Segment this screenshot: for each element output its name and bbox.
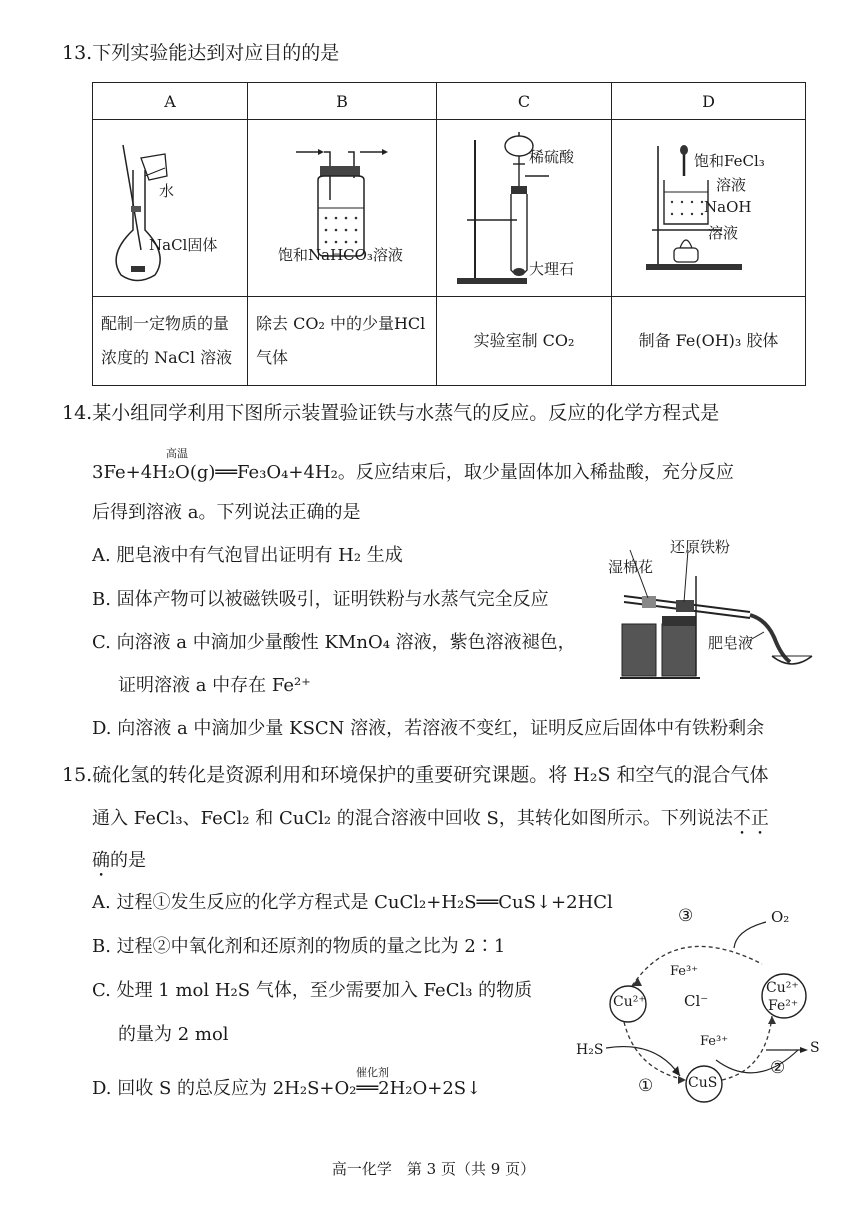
cycle-label-cu2-left: Cu²⁺ [613, 994, 646, 1010]
header-d: D [612, 83, 806, 120]
label-nacl: NaCl固体 [149, 236, 218, 254]
label-sulfuric-acid: 稀硫酸 [529, 148, 575, 166]
cycle-label-cl: Cl⁻ [684, 992, 709, 1010]
q14-eq-condition: 高温 [166, 447, 188, 460]
q15-d-condition: 催化剂 [356, 1066, 389, 1079]
q15-option-c-line1: C. 处理 1 mol H₂S 气体，至少需要加入 FeCl₃ 的物质 [92, 980, 533, 1001]
test-tube-setup-icon [437, 120, 611, 296]
purpose-c: 实验室制 CO₂ [437, 297, 612, 386]
purpose-b: 除去 CO₂ 中的少量HCl 气体 [248, 297, 437, 386]
q14-equation: 3Fe+4H₂O(g)══Fe₃O₄+4H₂。反应结束后，取少量固体加入稀盐酸，充分反应 [92, 462, 734, 483]
q14-stem-line3: 后得到溶液 a。下列说法正确的是 [92, 502, 361, 523]
volumetric-flask-icon [93, 120, 247, 296]
q14-figure [600, 536, 820, 686]
header-a: A [93, 83, 248, 120]
cycle-label-cus: CuS [688, 1075, 718, 1091]
cycle-step-3: ③ [678, 906, 694, 926]
q15-figure [566, 900, 826, 1120]
q14-option-c-line1: C. 向溶液 a 中滴加少量酸性 KMnO₄ 溶液，紫色溶液褪色， [92, 632, 576, 653]
label-marble: 大理石 [529, 260, 575, 278]
label-nahco3: 饱和NaHCO₃溶液 [278, 246, 403, 264]
q15-option-c-line2: 的量为 2 mol [118, 1024, 229, 1045]
label-iron-powder: 还原铁粉 [670, 538, 731, 556]
cycle-step-1: ① [638, 1076, 654, 1096]
cycle-label-h2s: H₂S [576, 1042, 604, 1058]
q14-option-c-line2: 证明溶液 a 中存在 Fe²⁺ [118, 675, 311, 696]
label-naoh-line1: NaOH [704, 198, 752, 216]
label-fecl3-line2: 溶液 [716, 176, 747, 194]
q15-option-d: D. 回收 S 的总反应为 2H₂S+O₂══2H₂O+2S↓ [92, 1078, 482, 1099]
q15-stem-line1: 15.硫化氢的转化是资源利用和环境保护的重要研究课题。将 H₂S 和空气的混合气体 [62, 764, 769, 786]
label-water: 水 [159, 182, 175, 200]
q15-stem-line2 [92, 804, 769, 839]
cycle-label-fe3-bottom: Fe³⁺ [700, 1034, 729, 1049]
q15-emphasis-not: 不正 [732, 808, 769, 829]
cycle-label-cu2-right: Cu²⁺ [766, 980, 799, 996]
page-footer: 高一化学 第 3 页（共 9 页） [331, 1160, 536, 1178]
cycle-label-s: S [810, 1040, 820, 1056]
cycle-label-o2: O₂ [771, 908, 790, 926]
apparatus-b [248, 120, 437, 297]
header-c: C [437, 83, 612, 120]
apparatus-c [437, 120, 612, 297]
header-b: B [248, 83, 437, 120]
q14-option-d: D. 向溶液 a 中滴加少量 KSCN 溶液，若溶液不变红，证明反应后固体中有铁粉剩余 [92, 718, 765, 739]
q13-table [92, 82, 806, 386]
label-fecl3-line1: 饱和FeCl₃ [694, 152, 765, 170]
gas-washing-bottle-icon [248, 120, 436, 296]
cycle-label-fe3-top: Fe³⁺ [670, 964, 699, 979]
apparatus-d [612, 120, 806, 297]
q14-option-a: A. 肥皂液中有气泡冒出证明有 H₂ 生成 [92, 545, 403, 566]
label-naoh-line2: 溶液 [708, 224, 739, 242]
cycle-step-2: ② [770, 1058, 786, 1078]
label-soap-solution: 肥皂液 [708, 634, 754, 652]
q15-option-b: B. 过程②中氧化剂和还原剂的物质的量之比为 2∶1 [92, 936, 506, 957]
purpose-d: 制备 Fe(OH)₃ 胶体 [612, 297, 806, 386]
q14-stem-line1: 14.某小组同学利用下图所示装置验证铁与水蒸气的反应。反应的化学方程式是 [62, 402, 720, 424]
q15-option-a: A. 过程①发生反应的化学方程式是 CuCl₂+H₂S══CuS↓+2HCl [92, 892, 613, 913]
q15-emphasis-correct: 确 [92, 850, 110, 871]
q15-stem-line3 [92, 846, 146, 881]
apparatus-a [93, 120, 248, 297]
purpose-a: 配制一定物质的量浓度的 NaCl 溶液 [93, 297, 248, 386]
q15-stem-line3-text: 的是 [110, 850, 146, 871]
q14-option-b: B. 固体产物可以被磁铁吸引，证明铁粉与水蒸气完全反应 [92, 589, 549, 610]
label-wet-cotton: 湿棉花 [608, 558, 654, 576]
q13-title: 13.下列实验能达到对应目的的是 [62, 42, 340, 64]
cycle-label-fe2-right: Fe²⁺ [768, 998, 799, 1014]
q15-stem-line2-text: 通入 FeCl₃、FeCl₂ 和 CuCl₂ 的混合溶液中回收 S，其转化如图所示。下列说法 [92, 808, 733, 829]
